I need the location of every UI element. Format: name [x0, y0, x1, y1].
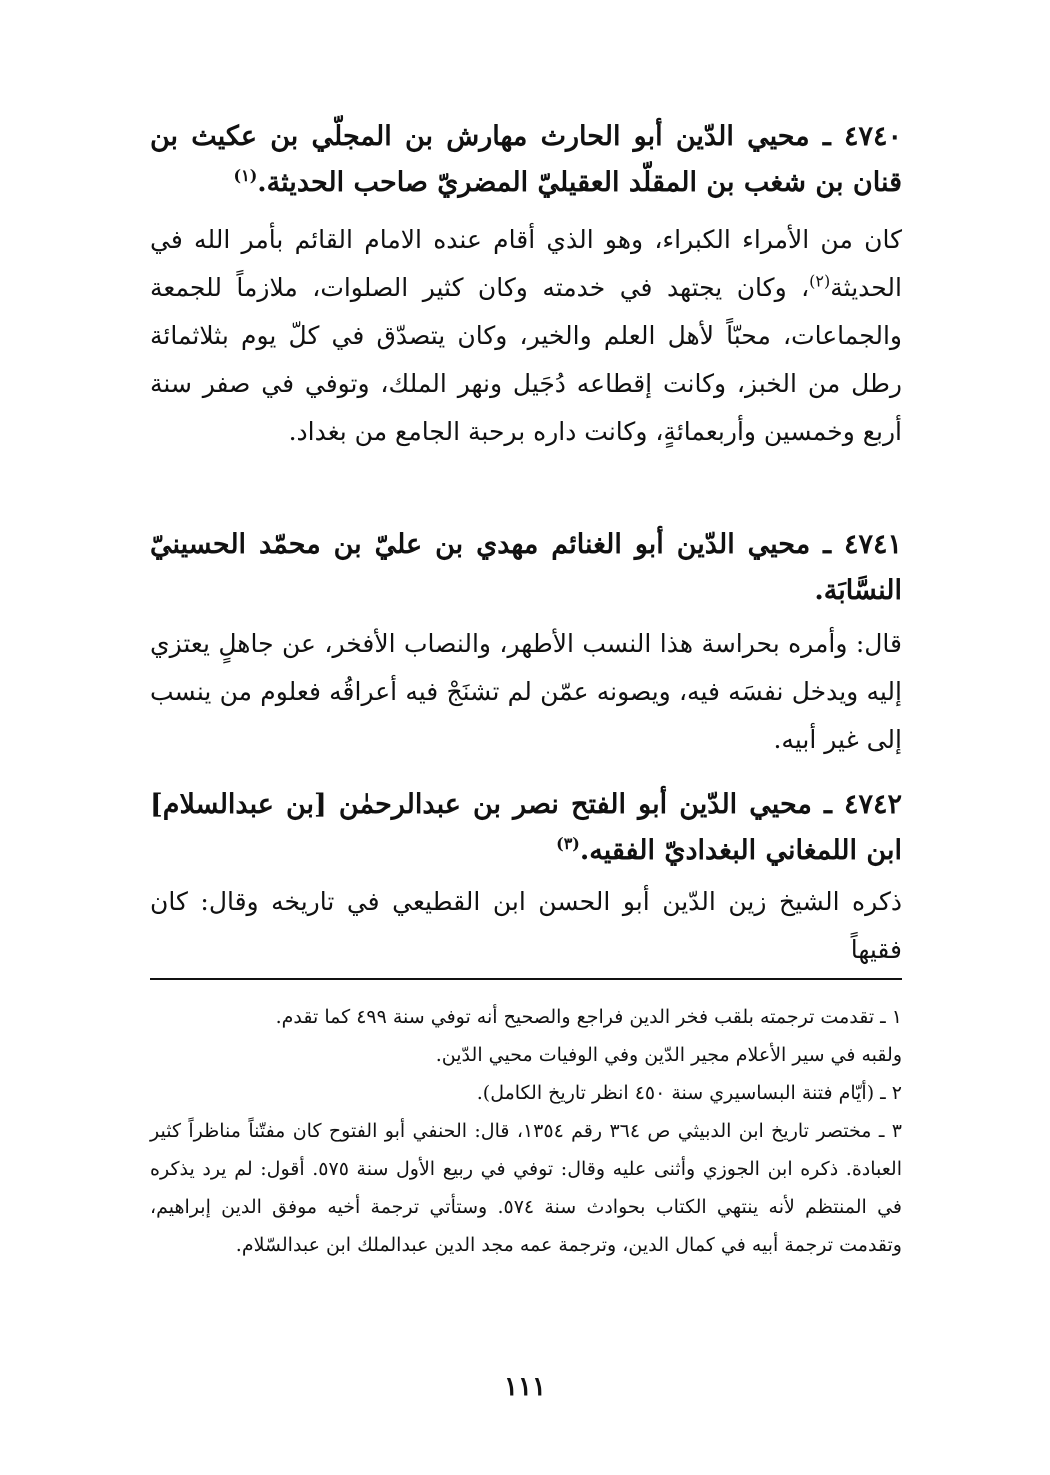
entry-heading: [150, 114, 902, 206]
footnote-2: ٢ ـ (أيّام فتنة البساسيري سنة ٤٥٠ انظر تاريخ الكامل).: [476, 1082, 902, 1104]
entry-4740: [150, 114, 902, 456]
entry-heading: [150, 522, 902, 614]
entry-heading-text: ٤٧٤٠ ـ محيي الدّين أبو الحارث مهارش بن المجلّي بن عكيث بن قنان بن شغب بن المقلّد العقيليّ المضريّ صاحب الحديثة.: [150, 121, 902, 198]
entry-body: ذكره الشيخ زين الدّين أبو الحسن ابن القطيعي في تاريخه وقال: كان فقيهاً: [150, 887, 902, 964]
footnote-ref: (١): [233, 166, 258, 185]
entry-heading-text: ٤٧٤١ ـ محيي الدّين أبو الغنائم مهدي بن عليّ بن محمّد الحسينيّ النسَّابَة.: [150, 529, 902, 606]
entry-heading: [150, 782, 902, 874]
entry-body: [150, 216, 902, 456]
entry-4742: [150, 782, 902, 974]
entry-heading-text: ٤٧٤٢ ـ محيي الدّين أبو الفتح نصر بن عبدالرحمٰن [بن عبدالسلام] ابن اللمغاني البغداديّ الفقيه.: [150, 789, 902, 866]
entry-body-part-1: كان من الأمراء الكبراء، وهو الذي أقام عنده الامام القائم بأمر الله في الحديثة: [150, 225, 902, 302]
footnote-ref: (٢): [809, 271, 831, 291]
entry-body: قال: وأمره بحراسة هذا النسب الأطهر، والنصاب الأفخر، عن جاهلٍ يعتزي إليه ويدخل نفسَه فيه، ويصونه عمّن لم تشنَجْ فيه أعراقُه فعلوم من ينسب إلى غير أبيه.: [150, 629, 902, 754]
footnote-divider: [150, 978, 902, 980]
entry-body-part-2: ، وكان يجتهد في خدمته وكان كثير الصلوات، ملازماً للجمعة والجماعات، محبّاً لأهل العلم والخير، وكان يتصدّق في كلّ يوم بثلاثمائة رطل من الخبز، وكانت إقطاعه دُجَيل ونهر الملك، وتوفي في صفر سنة أربع وخمسين وأربعمائةٍ، وكانت داره برحبة الجامع من بغداد.: [150, 273, 902, 446]
page-number: ١١١: [504, 1372, 546, 1402]
footnote-1: ١ ـ تقدمت ترجمته بلقب فخر الدين فراجع والصحيح أنه توفي سنة ٤٩٩ كما تقدم.: [275, 1006, 902, 1028]
entry-4741: [150, 522, 902, 764]
footnote-1-continued: ولقبه في سير الأعلام مجير الدّين وفي الوفيات محيي الدّين.: [435, 1044, 902, 1066]
footnote-ref: (٣): [556, 834, 580, 853]
footnotes: [150, 998, 902, 1264]
footnote-3: ٣ ـ مختصر تاريخ ابن الدبيثي ص ٣٦٤ رقم ١٣٥٤، قال: الحنفي أبو الفتوح كان مفتّناً مناظراً كثير العبادة. ذكره ابن الجوزي وأثنى عليه وقال: توفي في ربيع الأول سنة ٥٧٥. أقول: لم يرد يذكره في المنتظم لأنه ينتهي الكتاب بحوادث سنة ٥٧٤. وستأتي ترجمة أخيه موفق الدين إبراهيم، وتقدمت ترجمة أبيه في كمال الدين، وترجمة عمه مجد الدين عبدالملك ابن عبدالسّلام.: [150, 1120, 903, 1256]
